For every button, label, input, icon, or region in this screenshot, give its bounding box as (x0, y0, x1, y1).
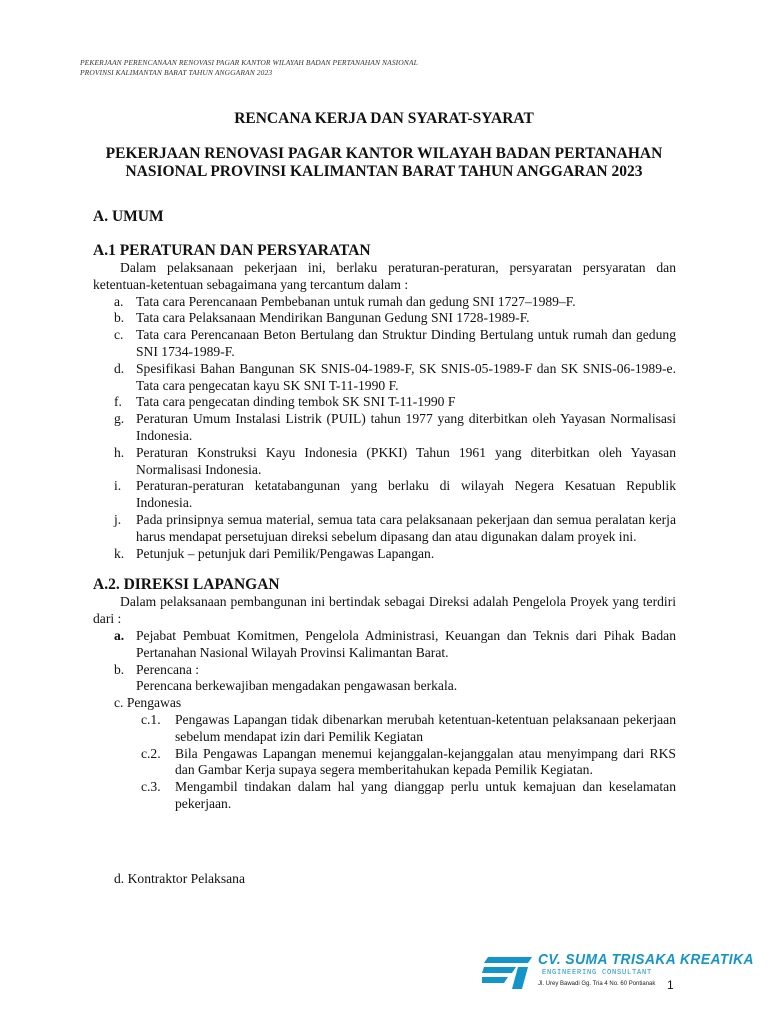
section-a2-heading: A.2. DIREKSI LAPANGAN (93, 576, 280, 594)
list-item: a. Pejabat Pembuat Komitmen, Pengelola Administrasi, Keuangan dan Teknis dari Pihak Badan Pertanahan Nasional Wilayah Provinsi Kalimantan Barat. (114, 627, 676, 660)
section-a-heading: A. UMUM (93, 208, 164, 225)
perencana-description: Perencana berkewajiban mengadakan pengawasan berkala. (136, 678, 458, 694)
subtitle-line-2: NASIONAL PROVINSI KALIMANTAN BARAT TAHUN ANGGARAN 2023 (125, 163, 643, 180)
list-item: b. Tata cara Pelaksanaan Mendirikan Bangunan Gedung SNI 1728-1989-F. (114, 310, 530, 326)
list-item: c. Tata cara Perencanaan Beton Bertulang dan Struktur Dinding Bertulang untuk rumah dan gedung SNI 1734-1989-F. (114, 327, 676, 359)
header-line-2: PROVINSI KALIMANTAN BARAT TAHUN ANGGARAN 2023 (80, 68, 273, 77)
logo-mark-icon (482, 953, 538, 993)
list-item: c.2. Bila Pengawas Lapangan menemui kejanggalan-kejanggalan atau menyimpang dari RKS dan Gambar Kerja supaya segera memberitahukan kepada Pemilik Kegiatan. (141, 745, 676, 778)
list-item: h. Peraturan Konstruksi Kayu Indonesia (PKKI) Tahun 1961 yang diterbitkan oleh Yayasan Normalisasi Indonesia. (114, 444, 676, 477)
document-title: RENCANA KERJA DAN SYARAT-SYARAT (234, 110, 534, 127)
logo-company-name: CV. SUMA TRISAKA KREATIKA (538, 951, 754, 968)
section-a1-list (93, 294, 676, 563)
subtitle-line-1: PEKERJAAN RENOVASI PAGAR KANTOR WILAYAH BADAN PERTANAHAN (105, 145, 663, 162)
logo-address: Jl. Urey Bawadi Gg. Tria 4 No. 60 Pontianak (538, 981, 656, 987)
list-item: g. Peraturan Umum Instalasi Listrik (PUIL) tahun 1977 yang diterbitkan oleh Yayasan Normalisasi Indonesia. (114, 411, 676, 443)
running-header (80, 58, 418, 78)
document-body (93, 208, 676, 888)
section-a1-intro: Dalam pelaksanaan pekerjaan ini, berlaku peraturan-peraturan, persyaratan persyaratan dan ketentuan-ketentuan sebagaimana yang tercantum dalam : (93, 260, 676, 292)
list-item: j. Pada prinsipnya semua material, semua tata cara pelaksanaan pekerjaan dan semua peralatan kerja harus mendapat persetujuan direksi sebelum dipasang dan atau digunakan dalam proyek ini. (114, 511, 676, 544)
pengawas-item: c. Pengawas (114, 695, 182, 711)
section-a1-heading: A.1 PERATURAN DAN PERSYARATAN (93, 242, 371, 259)
list-item: k. Petunjuk – petunjuk dari Pemilik/Pengawas Lapangan. (114, 545, 435, 561)
list-item: c.1. Pengawas Lapangan tidak dibenarkan merubah ketentuan-ketentuan pelaksanaan pekerjaan sebelum mendapat izin dari Pemilik Kegiatan (141, 711, 676, 744)
list-item: f. Tata cara pengecatan dinding tembok SK SNI T-11-1990 F (114, 394, 456, 410)
kontraktor-item: d. Kontraktor Pelaksana (114, 870, 245, 886)
section-a2-intro: Dalam pelaksanaan pembangunan ini bertindak sebagai Direksi adalah Pengelola Proyek yang terdiri dari : (93, 594, 676, 627)
list-item: d. Spesifikasi Bahan Bangunan SK SNIS-04-1989-F, SK SNIS-05-1989-F dan SK SNIS-06-1989-e. Tata cara pengecatan kayu SK SNI T-11-1990 F. (114, 360, 676, 393)
header-line-1: PEKERJAAN PERENCANAAN RENOVASI PAGAR KANTOR WILAYAH BADAN PERTANAHAN NASIONAL (80, 58, 418, 67)
document-subtitle (60, 145, 708, 181)
page-number: 1 (667, 978, 674, 992)
list-item: a. Tata cara Perencanaan Pembebanan untuk rumah dan gedung SNI 1727–1989–F. (114, 293, 576, 309)
list-item: c.3. Mengambil tindakan dalam hal yang dianggap perlu untuk kemajuan dan keselamatan pekerjaan. (141, 779, 676, 811)
company-logo (482, 951, 754, 993)
logo-subtitle: ENGINEERING CONSULTANT (542, 969, 653, 977)
list-item: i. Peraturan-peraturan ketatabangunan yang berlaku di wilayah Negera Kesatuan Republik Indonesia. (114, 478, 676, 511)
list-item: b. Perencana : (114, 661, 200, 677)
